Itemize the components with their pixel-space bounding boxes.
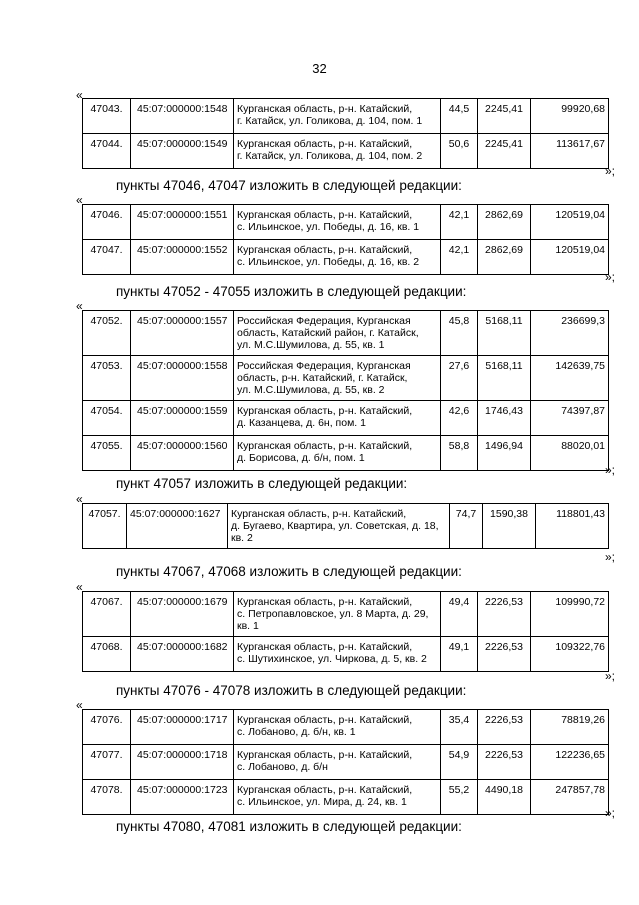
unit-price: 2245,41 (478, 99, 531, 134)
item-number: 47054. (83, 401, 131, 436)
unit-price: 5168,11 (478, 311, 531, 356)
total-value: 74397,87 (531, 401, 609, 436)
cadastral-number: 45:07:000000:1551 (131, 205, 234, 240)
total-value: 109322,76 (531, 637, 609, 672)
open-quote: « (76, 299, 83, 313)
close-quote: »; (604, 164, 615, 178)
area: 55,2 (441, 780, 478, 815)
item-number: 47055. (83, 436, 131, 471)
unit-price: 2862,69 (478, 240, 531, 275)
area: 45,8 (441, 311, 478, 356)
address: Курганская область, р-н. Катайский, с. Шутихинское, ул. Чиркова, д. 5, кв. 2 (234, 637, 441, 672)
area: 58,8 (441, 436, 478, 471)
item-number: 47067. (83, 592, 131, 637)
register-table (82, 503, 609, 549)
address: Российская Федерация, Курганская область, р-н. Катайский, г. Катайск, ул. М.С.Шумилова, д. 55, кв. 2 (234, 356, 441, 401)
table-row (83, 99, 609, 134)
area: 54,9 (441, 745, 478, 780)
table-row (83, 504, 609, 549)
section-heading: пункты 47067, 47068 изложить в следующей редакции: (116, 564, 462, 579)
section-heading: пункты 47080, 47081 изложить в следующей редакции: (116, 819, 462, 834)
item-number: 47052. (83, 311, 131, 356)
section-heading: пункты 47052 - 47055 изложить в следующей редакции: (116, 284, 467, 299)
address: Курганская область, р-н. Катайский, д. Борисова, д. б/н, пом. 1 (234, 436, 441, 471)
address: Курганская область, р-н. Катайский, д. Казанцева, д. 6н, пом. 1 (234, 401, 441, 436)
table-row (83, 592, 609, 637)
address: Курганская область, р-н. Катайский, с. Лобаново, д. б/н (234, 745, 441, 780)
area: 35,4 (441, 710, 478, 745)
item-number: 47046. (83, 205, 131, 240)
table-row (83, 710, 609, 745)
item-number: 47076. (83, 710, 131, 745)
total-value: 247857,78 (531, 780, 609, 815)
section-heading: пункты 47076 - 47078 изложить в следующей редакции: (116, 683, 467, 698)
area: 42,1 (441, 205, 478, 240)
area: 27,6 (441, 356, 478, 401)
open-quote: « (76, 580, 83, 594)
address: Курганская область, р-н. Катайский, г. Катайск, ул. Голикова, д. 104, пом. 1 (234, 99, 441, 134)
table-row (83, 134, 609, 169)
item-number: 47068. (83, 637, 131, 672)
area: 50,6 (441, 134, 478, 169)
total-value: 109990,72 (531, 592, 609, 637)
address: Курганская область, р-н. Катайский, с. Ильинское, ул. Победы, д. 16, кв. 1 (234, 205, 441, 240)
close-quote: »; (604, 463, 615, 477)
area: 42,1 (441, 240, 478, 275)
unit-price: 2226,53 (478, 745, 531, 780)
unit-price: 1746,43 (478, 401, 531, 436)
cadastral-number: 45:07:000000:1557 (131, 311, 234, 356)
table-row (83, 637, 609, 672)
total-value: 142639,75 (531, 356, 609, 401)
cadastral-number: 45:07:000000:1558 (131, 356, 234, 401)
cadastral-number: 45:07:000000:1549 (131, 134, 234, 169)
cadastral-number: 45:07:000000:1548 (131, 99, 234, 134)
total-value: 236699,3 (531, 311, 609, 356)
cadastral-number: 45:07:000000:1718 (131, 745, 234, 780)
page-number: 32 (312, 61, 327, 76)
unit-price: 2245,41 (478, 134, 531, 169)
table-row (83, 436, 609, 471)
area: 44,5 (441, 99, 478, 134)
item-number: 47053. (83, 356, 131, 401)
register-table (82, 204, 609, 275)
area: 42,6 (441, 401, 478, 436)
total-value: 120519,04 (531, 240, 609, 275)
address: Курганская область, р-н. Катайский, с. Лобаново, д. б/н, кв. 1 (234, 710, 441, 745)
total-value: 120519,04 (531, 205, 609, 240)
register-table (82, 310, 609, 471)
table-row (83, 745, 609, 780)
total-value: 113617,67 (531, 134, 609, 169)
open-quote: « (76, 698, 83, 712)
cadastral-number: 45:07:000000:1679 (131, 592, 234, 637)
unit-price: 5168,11 (478, 356, 531, 401)
address: Курганская область, р-н. Катайский, с. Ильинское, ул. Победы, д. 16, кв. 2 (234, 240, 441, 275)
table-row (83, 205, 609, 240)
area: 49,4 (441, 592, 478, 637)
address: Российская Федерация, Курганская область, Катайский район, г. Катайск, ул. М.С.Шумилова, д. 55, кв. 1 (234, 311, 441, 356)
area: 74,7 (450, 504, 483, 549)
close-quote: »; (604, 669, 615, 683)
unit-price: 2862,69 (478, 205, 531, 240)
close-quote: »; (604, 806, 615, 820)
register-table (82, 98, 609, 169)
address: Курганская область, р-н. Катайский, с. Ильинское, ул. Мира, д. 24, кв. 1 (234, 780, 441, 815)
item-number: 47047. (83, 240, 131, 275)
unit-price: 1590,38 (483, 504, 536, 549)
cadastral-number: 45:07:000000:1552 (131, 240, 234, 275)
address: Курганская область, р-н. Катайский, д. Бугаево, Квартира, ул. Советская, д. 18, кв. 2 (228, 504, 450, 549)
area: 49,1 (441, 637, 478, 672)
register-table (82, 591, 609, 672)
item-number: 47043. (83, 99, 131, 134)
close-quote: »; (604, 550, 615, 564)
unit-price: 2226,53 (478, 710, 531, 745)
address: Курганская область, р-н. Катайский, с. Петропавловское, ул. 8 Марта, д. 29, кв. 1 (234, 592, 441, 637)
cadastral-number: 45:07:000000:1723 (131, 780, 234, 815)
total-value: 118801,43 (536, 504, 609, 549)
table-row (83, 780, 609, 815)
table-row (83, 356, 609, 401)
table-row (83, 240, 609, 275)
total-value: 122236,65 (531, 745, 609, 780)
total-value: 88020,01 (531, 436, 609, 471)
open-quote: « (76, 88, 83, 102)
cadastral-number: 45:07:000000:1627 (127, 504, 228, 549)
unit-price: 1496,94 (478, 436, 531, 471)
item-number: 47057. (83, 504, 127, 549)
cadastral-number: 45:07:000000:1559 (131, 401, 234, 436)
cadastral-number: 45:07:000000:1682 (131, 637, 234, 672)
table-row (83, 401, 609, 436)
unit-price: 2226,53 (478, 592, 531, 637)
unit-price: 4490,18 (478, 780, 531, 815)
item-number: 47077. (83, 745, 131, 780)
cadastral-number: 45:07:000000:1560 (131, 436, 234, 471)
close-quote: »; (604, 270, 615, 284)
open-quote: « (76, 193, 83, 207)
total-value: 78819,26 (531, 710, 609, 745)
total-value: 99920,68 (531, 99, 609, 134)
section-heading: пункты 47046, 47047 изложить в следующей редакции: (116, 178, 462, 193)
item-number: 47044. (83, 134, 131, 169)
register-table (82, 709, 609, 815)
item-number: 47078. (83, 780, 131, 815)
section-heading: пункт 47057 изложить в следующей редакции: (116, 476, 408, 491)
table-row (83, 311, 609, 356)
unit-price: 2226,53 (478, 637, 531, 672)
open-quote: « (76, 492, 83, 506)
cadastral-number: 45:07:000000:1717 (131, 710, 234, 745)
address: Курганская область, р-н. Катайский, г. Катайск, ул. Голикова, д. 104, пом. 2 (234, 134, 441, 169)
